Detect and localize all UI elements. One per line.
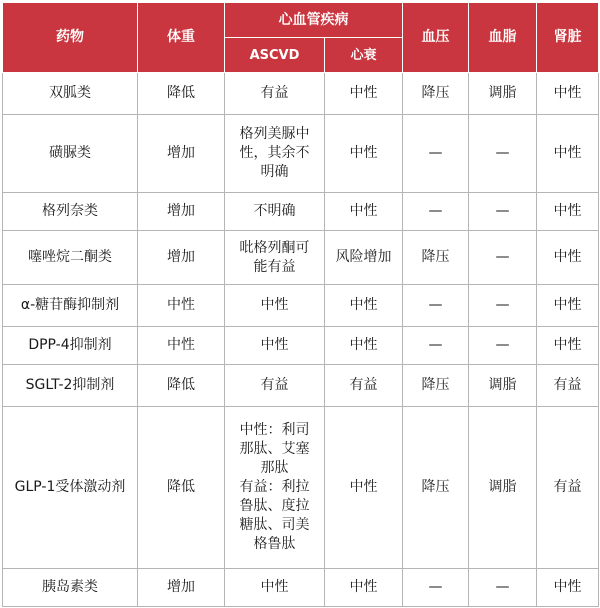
kidney-cell: 有益: [537, 407, 599, 569]
heart-failure-cell: 中性: [325, 285, 403, 327]
weight-cell: 中性: [138, 327, 225, 365]
heart-failure-cell: 风险增加: [325, 231, 403, 285]
drug-name-cell: 格列奈类: [3, 193, 138, 231]
header-cvd: 心血管疾病: [225, 3, 403, 38]
weight-cell: 增加: [138, 115, 225, 193]
kidney-cell: 中性: [537, 285, 599, 327]
ascvd-cell: 中性: [225, 569, 325, 607]
ascvd-cell: 不明确: [225, 193, 325, 231]
weight-cell: 增加: [138, 231, 225, 285]
bp-cell: —: [403, 569, 469, 607]
heart-failure-cell: 中性: [325, 327, 403, 365]
table-row: [3, 73, 599, 115]
bp-cell: —: [403, 193, 469, 231]
drug-comparison-table: [2, 2, 599, 607]
table-row: [3, 365, 599, 407]
header-kidney: 肾脏: [537, 3, 599, 73]
drug-name-cell: DPP-4抑制剂: [3, 327, 138, 365]
kidney-cell: 中性: [537, 569, 599, 607]
kidney-cell: 中性: [537, 327, 599, 365]
table-row: [3, 407, 599, 569]
weight-cell: 增加: [138, 193, 225, 231]
weight-cell: 降低: [138, 407, 225, 569]
lipid-cell: 调脂: [469, 407, 537, 569]
bp-cell: —: [403, 327, 469, 365]
weight-cell: 降低: [138, 365, 225, 407]
bp-cell: —: [403, 285, 469, 327]
drug-name-cell: 双胍类: [3, 73, 138, 115]
bp-cell: 降压: [403, 365, 469, 407]
header-drug: 药物: [3, 3, 138, 73]
drug-name-cell: 胰岛素类: [3, 569, 138, 607]
ascvd-cell: 中性：利司那肽、艾塞那肽 有益：利拉鲁肽、度拉糖肽、司美格鲁肽: [225, 407, 325, 569]
bp-cell: 降压: [403, 231, 469, 285]
header-weight: 体重: [138, 3, 225, 73]
header-lipid: 血脂: [469, 3, 537, 73]
heart-failure-cell: 中性: [325, 569, 403, 607]
table-row: [3, 231, 599, 285]
ascvd-cell: 格列美脲中性，其余不明确: [225, 115, 325, 193]
kidney-cell: 有益: [537, 365, 599, 407]
heart-failure-cell: 中性: [325, 407, 403, 569]
drug-name-cell: α-糖苷酶抑制剂: [3, 285, 138, 327]
lipid-cell: —: [469, 115, 537, 193]
weight-cell: 中性: [138, 285, 225, 327]
lipid-cell: —: [469, 569, 537, 607]
heart-failure-cell: 有益: [325, 365, 403, 407]
table-body: [3, 73, 599, 607]
ascvd-cell: 吡格列酮可能有益: [225, 231, 325, 285]
header-heart-failure: 心衰: [325, 38, 403, 73]
heart-failure-cell: 中性: [325, 73, 403, 115]
header-ascvd: ASCVD: [225, 38, 325, 73]
kidney-cell: 中性: [537, 115, 599, 193]
drug-name-cell: 噻唑烷二酮类: [3, 231, 138, 285]
lipid-cell: —: [469, 285, 537, 327]
drug-name-cell: SGLT-2抑制剂: [3, 365, 138, 407]
weight-cell: 降低: [138, 73, 225, 115]
heart-failure-cell: 中性: [325, 193, 403, 231]
ascvd-cell: 中性: [225, 285, 325, 327]
table-row: [3, 285, 599, 327]
bp-cell: 降压: [403, 73, 469, 115]
drug-name-cell: GLP-1受体激动剂: [3, 407, 138, 569]
kidney-cell: 中性: [537, 73, 599, 115]
ascvd-cell: 有益: [225, 365, 325, 407]
lipid-cell: 调脂: [469, 73, 537, 115]
lipid-cell: —: [469, 231, 537, 285]
table-row: [3, 193, 599, 231]
ascvd-cell: 中性: [225, 327, 325, 365]
ascvd-cell: 有益: [225, 73, 325, 115]
lipid-cell: —: [469, 193, 537, 231]
lipid-cell: —: [469, 327, 537, 365]
table-row: [3, 115, 599, 193]
kidney-cell: 中性: [537, 231, 599, 285]
drug-name-cell: 磺脲类: [3, 115, 138, 193]
kidney-cell: 中性: [537, 193, 599, 231]
bp-cell: 降压: [403, 407, 469, 569]
lipid-cell: 调脂: [469, 365, 537, 407]
header-row-1: [3, 3, 599, 38]
weight-cell: 增加: [138, 569, 225, 607]
bp-cell: —: [403, 115, 469, 193]
heart-failure-cell: 中性: [325, 115, 403, 193]
table-row: [3, 569, 599, 607]
table-row: [3, 327, 599, 365]
header-bp: 血压: [403, 3, 469, 73]
